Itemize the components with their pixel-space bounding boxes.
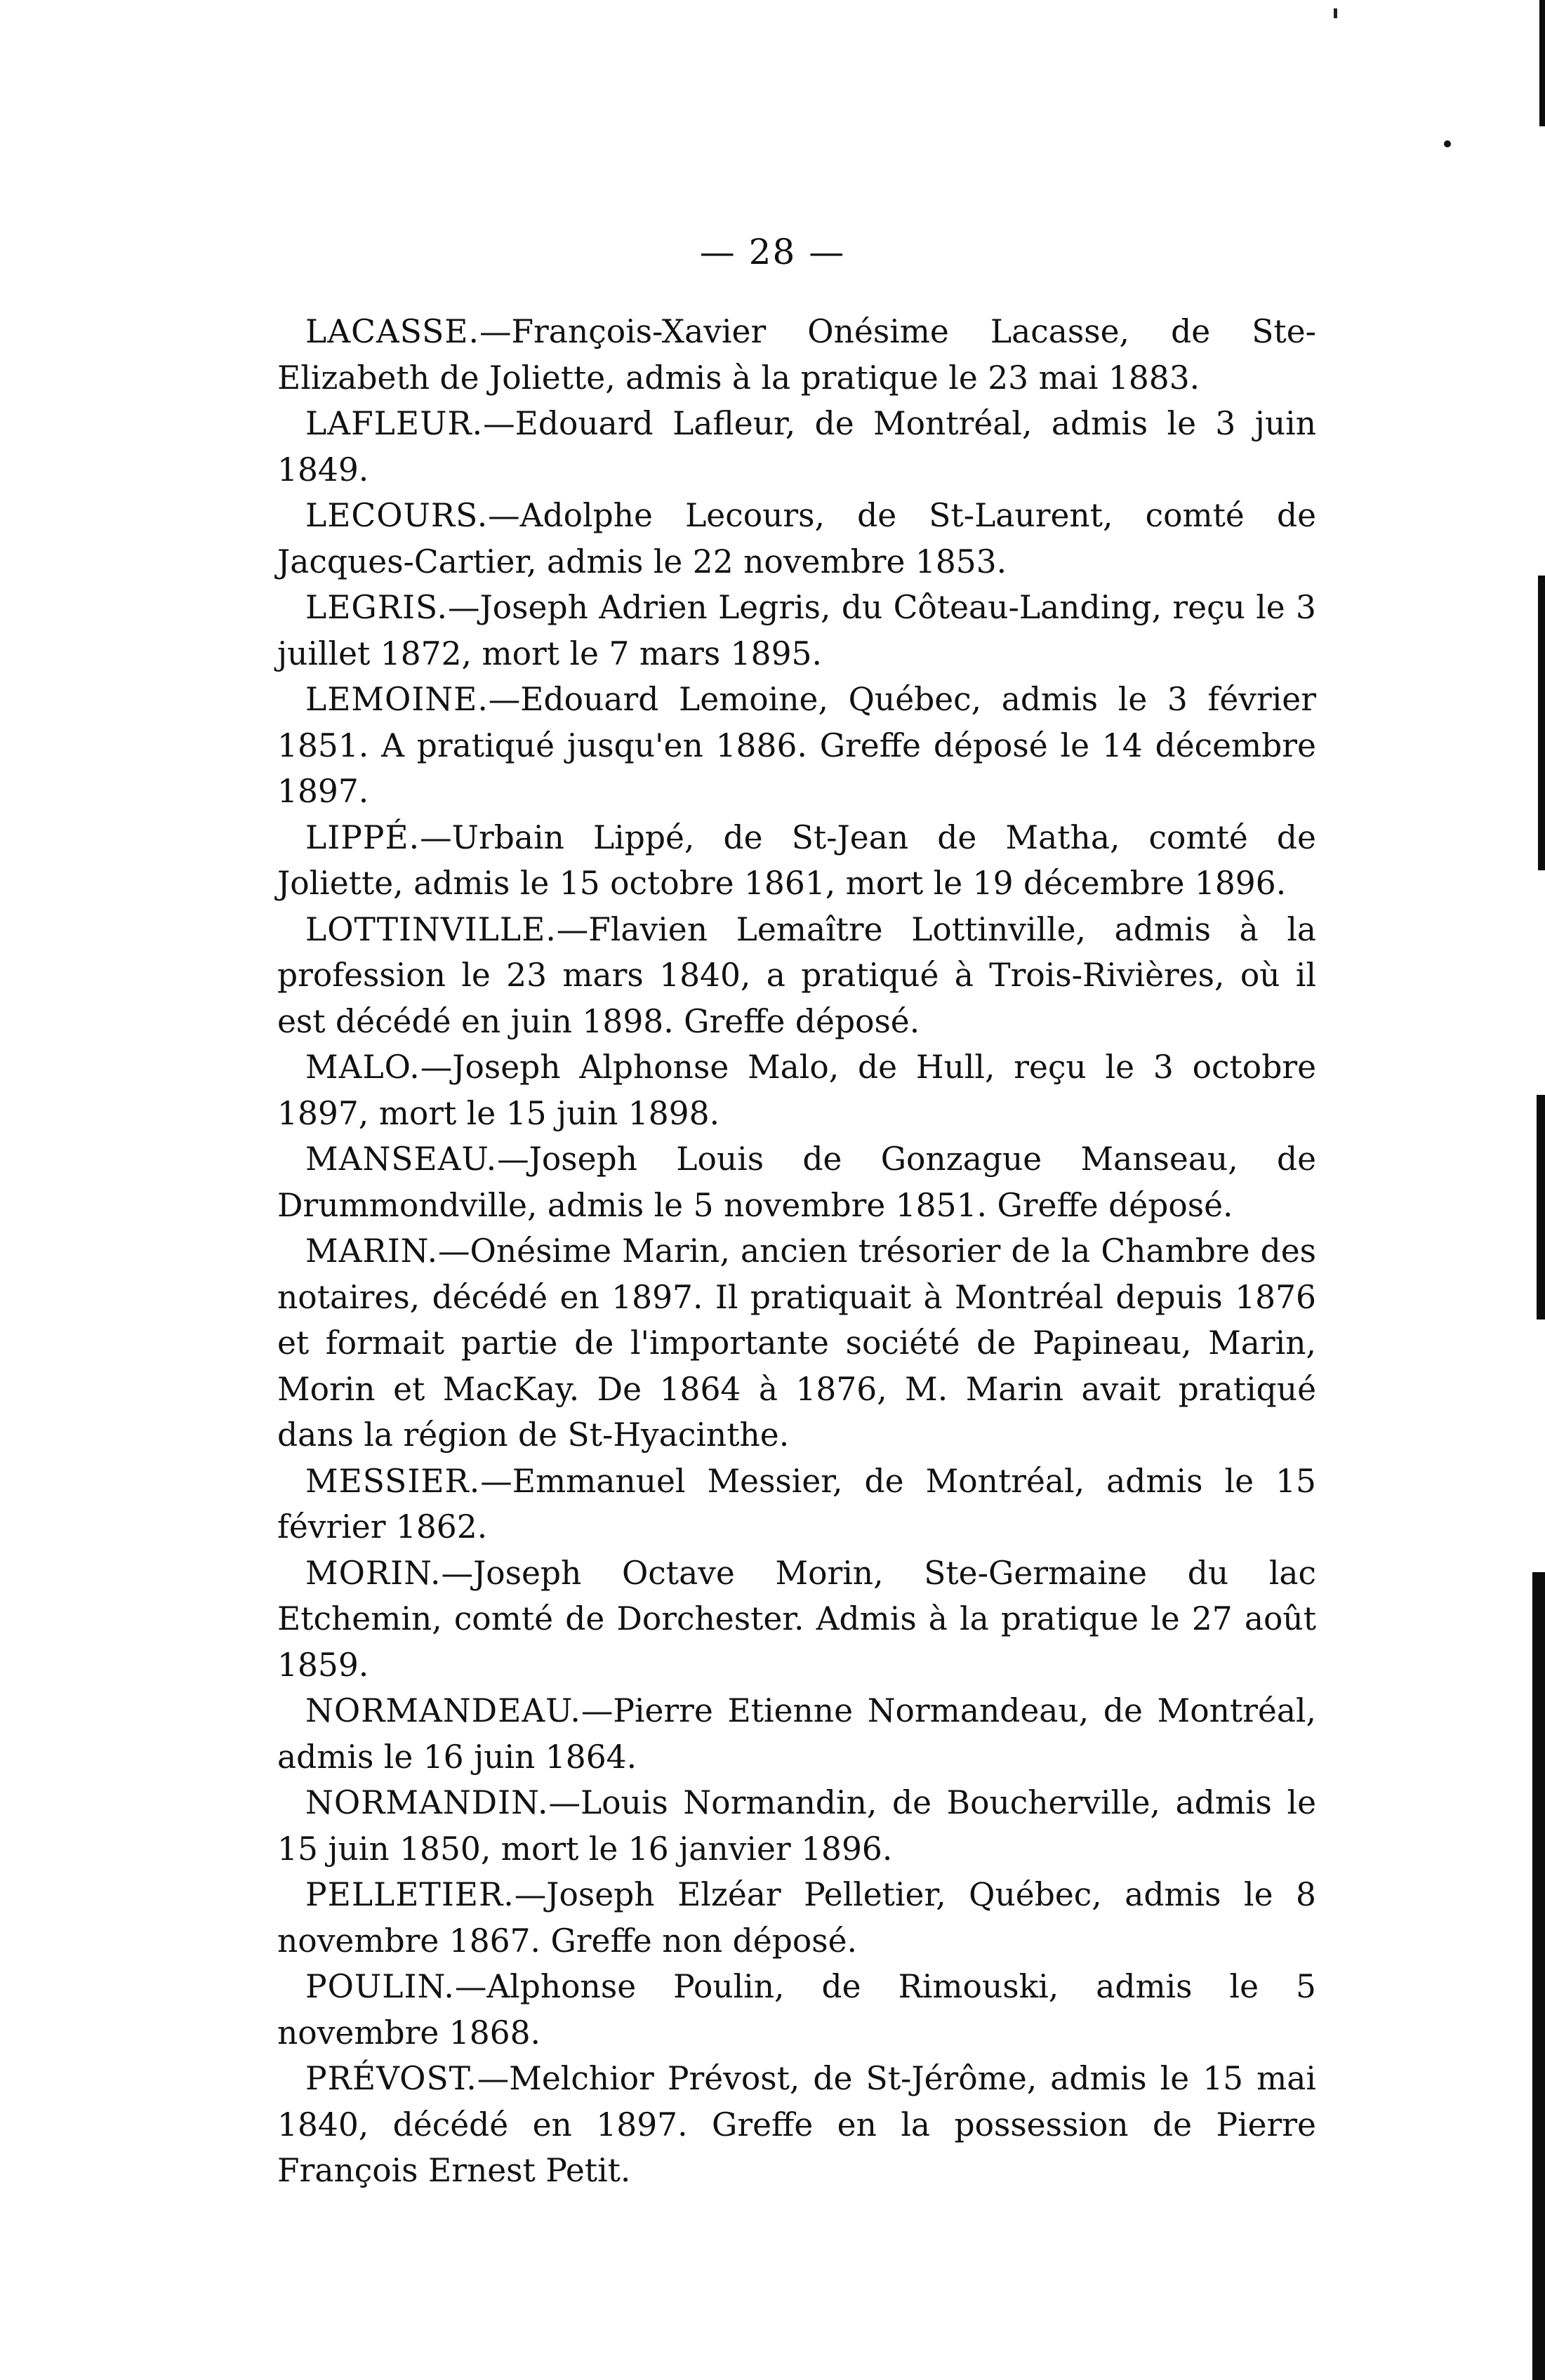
entry-name: MARIN.: [305, 1232, 439, 1270]
entry-name: PRÉVOST.: [305, 2060, 477, 2097]
entry: [277, 1044, 1316, 1136]
entry-name: LEGRIS.: [305, 589, 449, 626]
entry-name: LACASSE.: [305, 313, 479, 350]
entry: [277, 907, 1316, 1045]
entry-text: —Edouard Lemoine, Québec, admis le 3 février 1851. A pratiqué jusqu'en 1886. Greffe déposé le 14 décembre 1897.: [277, 681, 1316, 810]
entry: [277, 1458, 1316, 1550]
entry-text: —Louis Normandin, de Boucherville, admis le 15 juin 1850, mort le 16 janvier 1896.: [277, 1784, 1316, 1868]
entry-text: —Pierre Etienne Normandeau, de Montréal, admis le 16 juin 1864.: [277, 1692, 1316, 1776]
entry-name: LOTTINVILLE.: [305, 910, 557, 948]
entry-name: NORMANDIN.: [305, 1784, 549, 1821]
entry-text: —François-Xavier Onésime Lacasse, de Ste-Elizabeth de Joliette, admis à la pratique le 23 mai 1883.: [277, 313, 1316, 397]
entry-name: MANSEAU.: [305, 1141, 498, 1178]
entry: [277, 1688, 1316, 1780]
entry: [277, 677, 1316, 815]
entry: [277, 493, 1316, 585]
scan-edge-shadow: [1539, 0, 1545, 126]
scan-edge-shadow: [1532, 1572, 1545, 2380]
entry-text: —Joseph Adrien Legris, du Côteau-Landing, reçu le 3 juillet 1872, mort le 7 mars 1895.: [277, 589, 1316, 672]
entry-text: —Alphonse Poulin, de Rimouski, admis le 5 novembre 1868.: [277, 1968, 1316, 2052]
entry-list: [277, 309, 1316, 2194]
entry-name: LAFLEUR.: [305, 405, 484, 442]
scan-speck: [1334, 8, 1337, 18]
entry-text: —Onésime Marin, ancien trésorier de la Chambre des notaires, décédé en 1897. Il pratiquait à Montréal depuis 1876 et formait partie de l'importante société de Papineau, Marin, Morin et MacKay. De 1864 à 1876, M. Marin avait pratiqué dans la région de St-Hyacinthe.: [277, 1232, 1316, 1454]
entry: [277, 2056, 1316, 2194]
entry-text: —Joseph Louis de Gonzague Manseau, de Drummondville, admis le 5 novembre 1851. Greffe déposé.: [277, 1141, 1316, 1224]
entry-name: MALO.: [305, 1049, 420, 1086]
entry-name: POULIN.: [305, 1968, 455, 2005]
entry: [277, 309, 1316, 401]
scan-edge-shadow: [1538, 576, 1545, 870]
scan-edge-shadow: [1537, 1095, 1545, 1319]
entry: [277, 585, 1316, 677]
entry-name: NORMANDEAU.: [305, 1692, 581, 1729]
entry-name: LIPPÉ.: [305, 818, 420, 856]
scan-dot: [1444, 140, 1451, 147]
entry: [277, 815, 1316, 907]
page-number: — 28 —: [699, 232, 846, 272]
entry: [277, 1228, 1316, 1458]
entry-text: —Urbain Lippé, de St-Jean de Matha, comté de Joliette, admis le 15 octobre 1861, mort le 19 décembre 1896.: [277, 818, 1316, 902]
entry: [277, 401, 1316, 493]
entry-text: —Joseph Elzéar Pelletier, Québec, admis le 8 novembre 1867. Greffe non déposé.: [277, 1876, 1316, 1960]
entry-text: —Emmanuel Messier, de Montréal, admis le 15 février 1862.: [277, 1462, 1316, 1545]
entry: [277, 1136, 1316, 1228]
entry-text: —Adolphe Lecours, de St-Laurent, comté de Jacques-Cartier, admis le 22 novembre 1853.: [277, 497, 1316, 580]
entry-name: MESSIER.: [305, 1462, 481, 1500]
entry-name: PELLETIER.: [305, 1876, 515, 1913]
entry: [277, 1550, 1316, 1689]
entry-text: —Flavien Lemaître Lottinville, admis à la profession le 23 mars 1840, a pratiqué à Trois-Rivières, où il est décédé en juin 1898. Greffe déposé.: [277, 910, 1316, 1040]
entry: [277, 1872, 1316, 1964]
entry: [277, 1780, 1316, 1872]
entry-text: —Melchior Prévost, de St-Jérôme, admis le 15 mai 1840, décédé en 1897. Greffe en la possession de Pierre François Ernest Petit.: [277, 2060, 1316, 2189]
entry-text: —Edouard Lafleur, de Montréal, admis le 3 juin 1849.: [277, 405, 1316, 488]
entry-name: LEMOINE.: [305, 681, 489, 718]
entry-text: —Joseph Alphonse Malo, de Hull, reçu le 3 octobre 1897, mort le 15 juin 1898.: [277, 1049, 1316, 1132]
entry-text: —Joseph Octave Morin, Ste-Germaine du lac Etchemin, comté de Dorchester. Admis à la pratique le 27 août 1859.: [277, 1554, 1316, 1684]
entry-name: MORIN.: [305, 1554, 442, 1592]
entry-name: LECOURS.: [305, 497, 489, 534]
entry: [277, 1964, 1316, 2056]
